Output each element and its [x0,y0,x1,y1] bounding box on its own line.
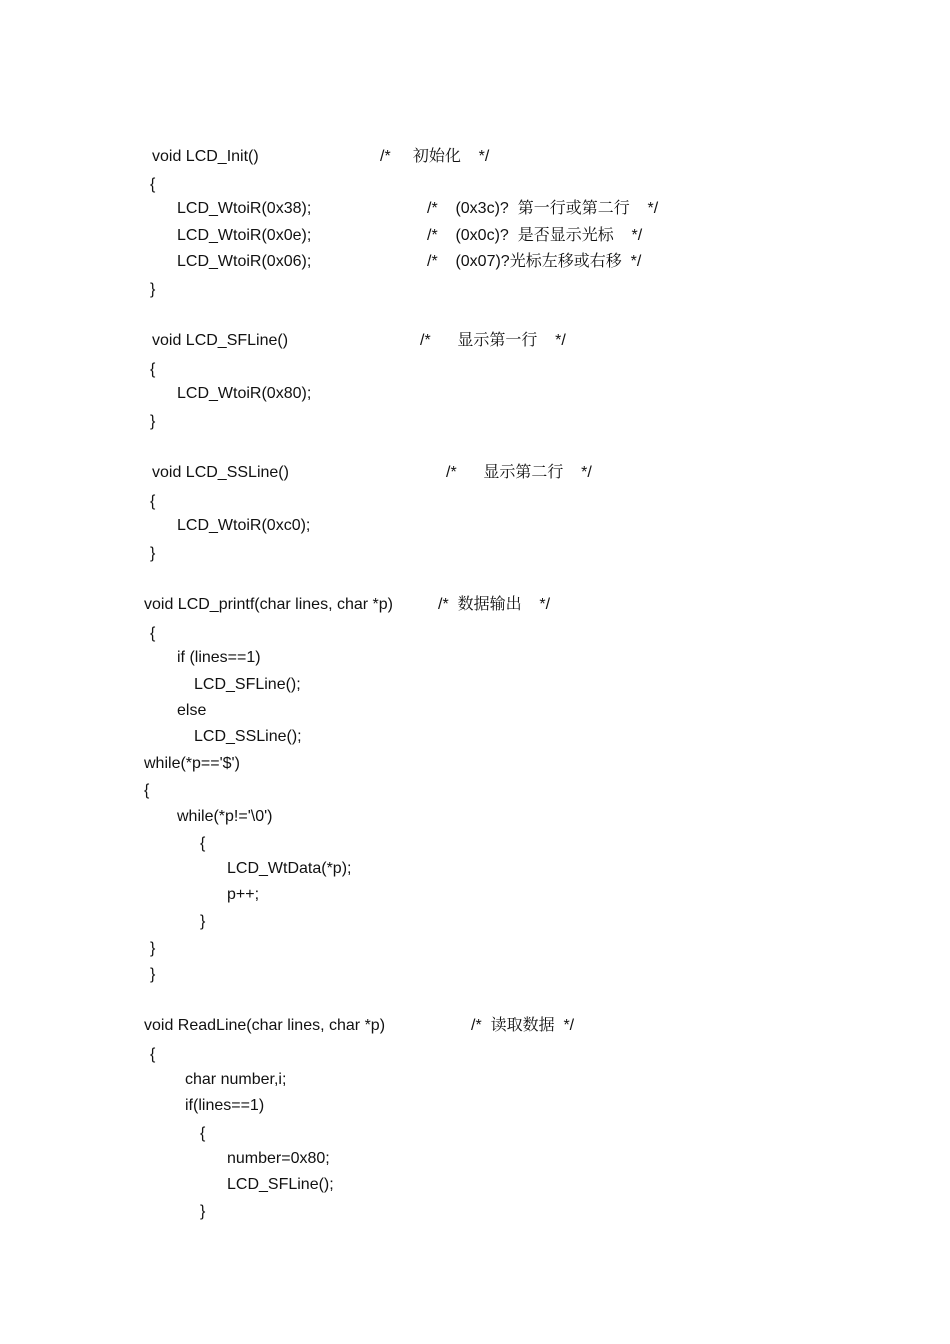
code-line: LCD_WtoiR(0x06); [177,253,312,270]
code-line: char number,i; [185,1071,287,1088]
code-line: void LCD_SFLine() [152,332,289,349]
code-line: void ReadLine(char lines, char *p) [144,1017,386,1034]
code-line: { [150,625,156,642]
code-comment: /* (0x07)?光标左移或右移 */ [427,253,642,270]
code-line: { [150,1046,156,1063]
code-line: { [144,782,150,799]
code-line: LCD_WtoiR(0xc0); [177,517,311,534]
code-line: LCD_WtoiR(0x0e); [177,227,312,244]
code-line: { [150,493,156,510]
code-line: } [150,281,156,298]
code-line: else [177,702,207,719]
code-comment: /* 显示第二行 */ [446,464,592,481]
code-line: void LCD_SSLine() [152,464,289,481]
code-comment: /* 读取数据 */ [471,1017,575,1034]
code-line: while(*p=='$') [144,755,240,772]
code-line: number=0x80; [227,1150,330,1167]
code-comment: /* 显示第一行 */ [420,332,566,349]
code-line: LCD_SFLine(); [227,1176,334,1193]
code-line: LCD_WtoiR(0x38); [177,200,312,217]
code-line: { [200,835,206,852]
code-line: } [150,545,156,562]
code-line: void LCD_Init() [152,148,259,165]
code-line: LCD_WtoiR(0x80); [177,385,312,402]
code-line: LCD_WtData(*p); [227,860,352,877]
code-line: } [200,913,206,930]
code-line: if(lines==1) [185,1097,265,1114]
code-line: if (lines==1) [177,649,261,666]
code-comment: /* (0x0c)? 是否显示光标 */ [427,227,643,244]
code-line: } [150,940,156,957]
code-line: } [150,413,156,430]
code-comment: /* 数据输出 */ [438,596,551,613]
code-line: } [150,966,156,983]
code-line: { [150,176,156,193]
code-line: LCD_SSLine(); [194,728,302,745]
code-comment: /* 初始化 */ [380,148,490,165]
code-line: LCD_SFLine(); [194,676,301,693]
code-line: { [200,1125,206,1142]
code-line: void LCD_printf(char lines, char *p) [144,596,393,613]
code-line: p++; [227,886,260,903]
code-line: while(*p!='\0') [177,808,273,825]
code-comment: /* (0x3c)? 第一行或第二行 */ [427,200,659,217]
code-line: } [200,1203,206,1220]
code-line: { [150,361,156,378]
